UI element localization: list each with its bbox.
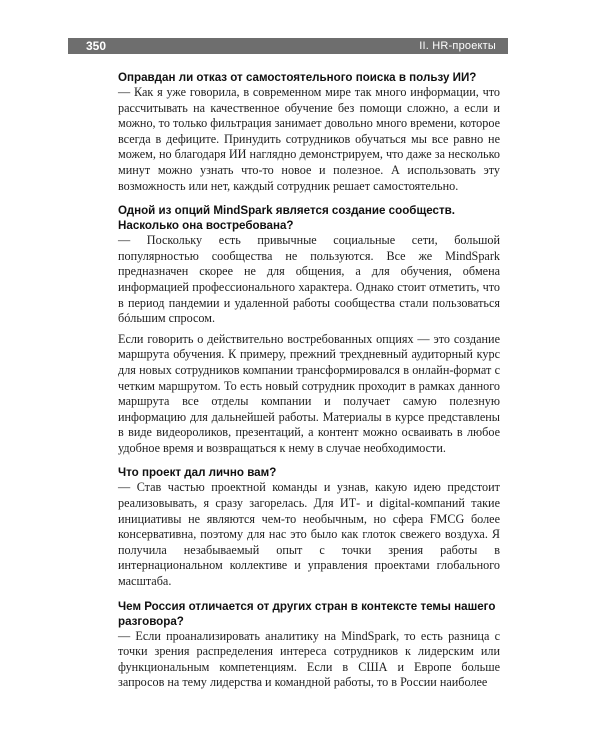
question-4: Чем Россия отличается от других стран в контексте темы нашего разговора? — [118, 599, 496, 628]
answer-2-continued: Если говорить о действительно востребованных опциях — это создание маршрута обучения. К примеру, прежний трехдневный аудиторный курс для новых сотрудников компании трансформировался в онлайн-формат с четким маршрутом. То есть новый сотрудник проходит в рамках данного маршрута все отделы компании и получает самую полезную информацию для дальнейшей работы. Материалы в курсе представлены в виде видеороликов, презентаций, а контент можно осваивать в любое удобное время и возвращаться к нему в случае необходимости. — [118, 331, 500, 455]
answer-2: — Поскольку есть привычные социальные сети, большой популярностью сообщества не пользуются. Все же MindSpark предназначен скорее не для общения, а для обучения, обмена информацией профессионального характера. Однако стоит отметить, что в период пандемии и удаленной работы сообщества стали пользоваться бóльшим спросом. — [118, 233, 500, 326]
answer-1: — Как я уже говорила, в современном мире так много информации, что рассчитывать на качественное обучение без помощи сложно, а если и можно, то только фильтрация занимает довольно много времени, которое всегда в дефиците. Принудить сотрудников обучаться мы все равно не можем, но благодаря ИИ наглядно демонстрируем, что даже за несколько минут можно узнать что-то новое и полезное. А использовать эту возможность или нет, каждый сотрудник решает самостоятельно. — [118, 85, 500, 193]
answer-3: — Став частью проектной команды и узнав, какую идею предстоит реализовывать, я сразу загорелась. Для ИТ- и digital-компаний такие инициативы не являются чем-то необычным, но сфера FMCG более консервативна, поэтому для нас это было как глоток свежего воздуха. Я получила незабываемый опыт с точки зрения работы в интернациональном коллективе и управления проектами глобального масштаба. — [118, 480, 500, 589]
page-header — [68, 38, 508, 54]
page-number: 350 — [86, 39, 107, 53]
answer-4: — Если проанализировать аналитику на MindSpark, то есть разница с точки зрения распределения интереса сотрудников к лидерским или функциональным компетенциям. Если в США и Европе больше запросов на тему лидерства и командной работы, то в России наиболее — [118, 628, 500, 690]
question-2: Одной из опций MindSpark является создание сообществ. Насколько она востребована? — [118, 204, 455, 233]
section-title: II. HR-проекты — [419, 40, 496, 52]
question-3: Что проект дал лично вам? — [118, 466, 277, 480]
page-body — [118, 70, 500, 691]
question-1: Оправдан ли отказ от самостоятельного поиска в пользу ИИ? — [118, 71, 477, 84]
